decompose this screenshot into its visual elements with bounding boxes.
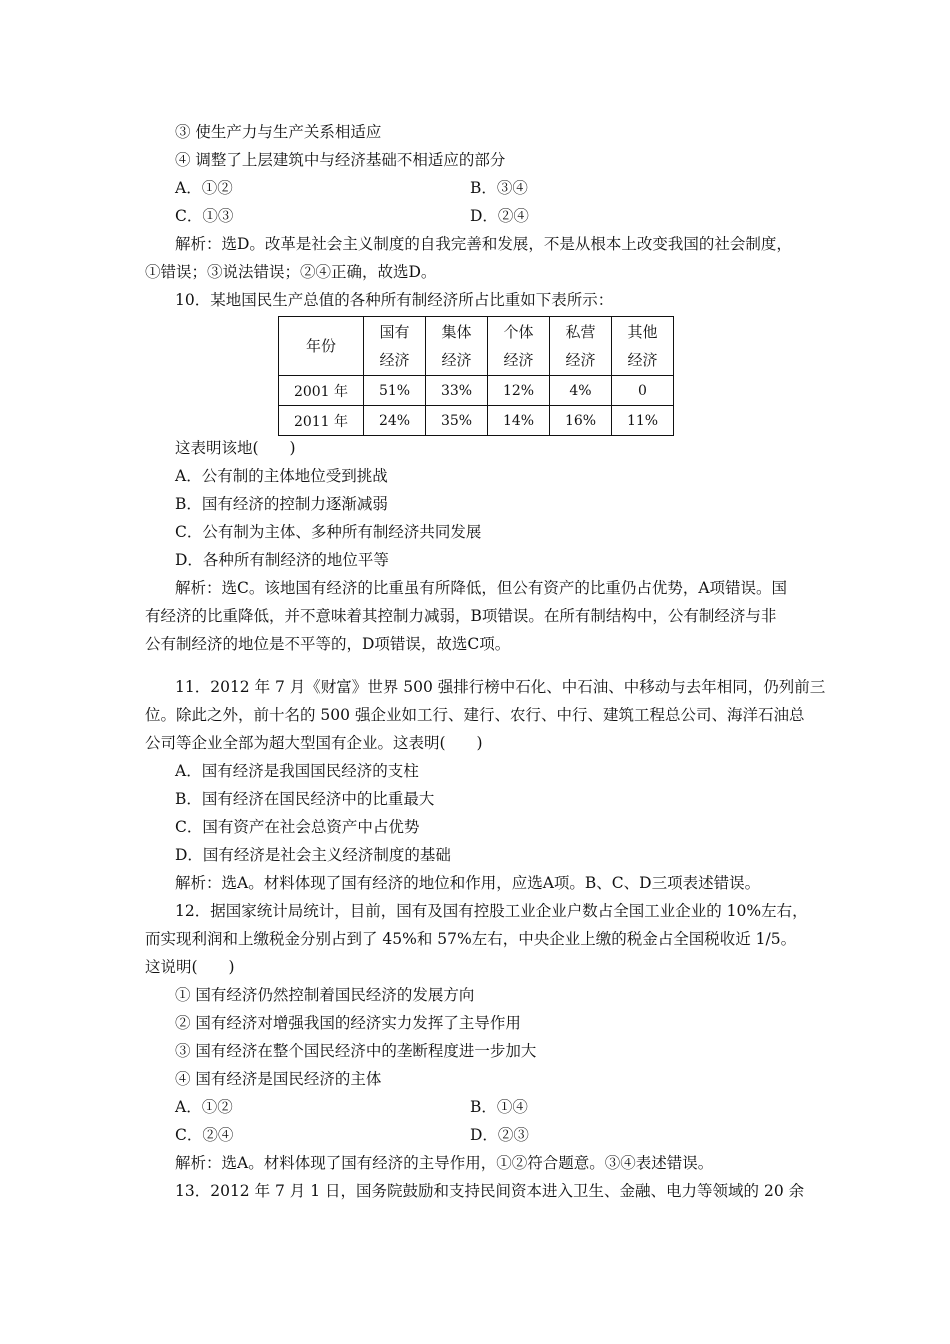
q9-item-3: ③ 使生产力与生产关系相适应	[175, 123, 382, 141]
q12-analysis: 解析：选A。材料体现了国有经济的主导作用，①②符合题意。③④表述错误。	[175, 1154, 714, 1172]
q12-item-3: ③ 国有经济在整个国民经济中的垄断程度进一步加大	[175, 1042, 537, 1060]
ownership-share-table	[278, 316, 674, 436]
table-header-row	[279, 317, 674, 376]
header-cell-other: 其他 经济	[612, 317, 674, 376]
q12-item-2: ② 国有经济对增强我国的经济实力发挥了主导作用	[175, 1014, 521, 1032]
q9-item-4: ④ 调整了上层建筑中与经济基础不相适应的部分	[175, 151, 506, 169]
q11-stem-line-2: 位。除此之外，前十名的 500 强企业如工行、建行、农行、中行、建筑工程总公司、海洋石油总	[145, 706, 805, 724]
q12-stem-line-2: 而实现利润和上缴税金分别占到了 45%和 57%左右，中央企业上缴的税金占全国税收近 1/5。	[145, 930, 797, 948]
q9-analysis-line-2: ①错误；③说法错误；②④正确，故选D。	[145, 263, 437, 281]
table-cell: 14%	[488, 406, 550, 436]
table-cell: 24%	[364, 406, 426, 436]
q12-item-1: ① 国有经济仍然控制着国民经济的发展方向	[175, 986, 475, 1004]
table-row	[279, 406, 674, 436]
q10-analysis-line-2: 有经济的比重降低，并不意味着其控制力减弱，B项错误。在所有制结构中，公有制经济与非	[145, 607, 777, 625]
table-cell: 4%	[550, 376, 612, 406]
table-cell: 0	[612, 376, 674, 406]
q12-option-c: C．②④	[175, 1126, 234, 1144]
q12-stem-line-1: 12．据国家统计局统计，目前，国有及国有控股工业企业户数占全国工业企业的 10%左右，	[175, 902, 808, 920]
q13-stem-line-1: 13．2012 年 7 月 1 日，国务院鼓励和支持民间资本进入卫生、金融、电力等领域的 20 余	[175, 1182, 805, 1200]
q10-option-c: C．公有制为主体、多种所有制经济共同发展	[175, 523, 482, 541]
q12-item-4: ④ 国有经济是国民经济的主体	[175, 1070, 382, 1088]
q12-stem-line-3: 这说明( )	[145, 958, 235, 976]
header-cell-state-owned: 国有 经济	[364, 317, 426, 376]
q10-option-a: A．公有制的主体地位受到挑战	[175, 467, 388, 485]
q12-option-b: B．①④	[470, 1098, 528, 1116]
table-cell: 51%	[364, 376, 426, 406]
q11-option-c: C．国有资产在社会总资产中占优势	[175, 818, 420, 836]
table-cell: 33%	[426, 376, 488, 406]
q10-analysis-line-1: 解析：选C。该地国有经济的比重虽有所降低，但公有资产的比重仍占优势，A项错误。国	[175, 579, 788, 597]
q11-stem-line-3: 公司等企业全部为超大型国有企业。这表明( )	[145, 734, 483, 752]
header-cell-individual: 个体 经济	[488, 317, 550, 376]
header-cell-collective: 集体 经济	[426, 317, 488, 376]
q9-option-b: B．③④	[470, 179, 528, 197]
q10-analysis-line-3: 公有制经济的地位是不平等的，D项错误，故选C项。	[145, 635, 511, 653]
q10-stem: 10．某地国民生产总值的各种所有制经济所占比重如下表所示：	[175, 291, 614, 309]
table-row	[279, 376, 674, 406]
q11-stem-line-1: 11．2012 年 7 月《财富》世界 500 强排行榜中石化、中石油、中移动与去年相同，仍列前三	[175, 678, 826, 696]
year-cell: 2011 年	[279, 406, 364, 436]
q12-option-d: D．②③	[470, 1126, 529, 1144]
q10-option-b: B．国有经济的控制力逐渐减弱	[175, 495, 388, 513]
year-cell: 2001 年	[279, 376, 364, 406]
q10-tail: 这表明该地( )	[175, 439, 296, 457]
q9-option-d: D．②④	[470, 207, 529, 225]
table-cell: 35%	[426, 406, 488, 436]
q11-option-a: A．国有经济是我国国民经济的支柱	[175, 762, 419, 780]
q12-option-a: A．①②	[175, 1098, 233, 1116]
q11-option-d: D．国有经济是社会主义经济制度的基础	[175, 846, 451, 864]
year-header-cell: 年份	[279, 317, 364, 376]
q11-option-b: B．国有经济在国民经济中的比重最大	[175, 790, 435, 808]
q9-analysis-line-1: 解析：选D。改革是社会主义制度的自我完善和发展，不是从根本上改变我国的社会制度，	[175, 235, 792, 253]
table-cell: 11%	[612, 406, 674, 436]
q11-analysis: 解析：选A。材料体现了国有经济的地位和作用，应选A项。B、C、D三项表述错误。	[175, 874, 761, 892]
q9-option-a: A．①②	[175, 179, 233, 197]
header-cell-private: 私营 经济	[550, 317, 612, 376]
q10-option-d: D．各种所有制经济的地位平等	[175, 551, 389, 569]
table-cell: 16%	[550, 406, 612, 436]
table-cell: 12%	[488, 376, 550, 406]
q9-option-c: C．①③	[175, 207, 234, 225]
